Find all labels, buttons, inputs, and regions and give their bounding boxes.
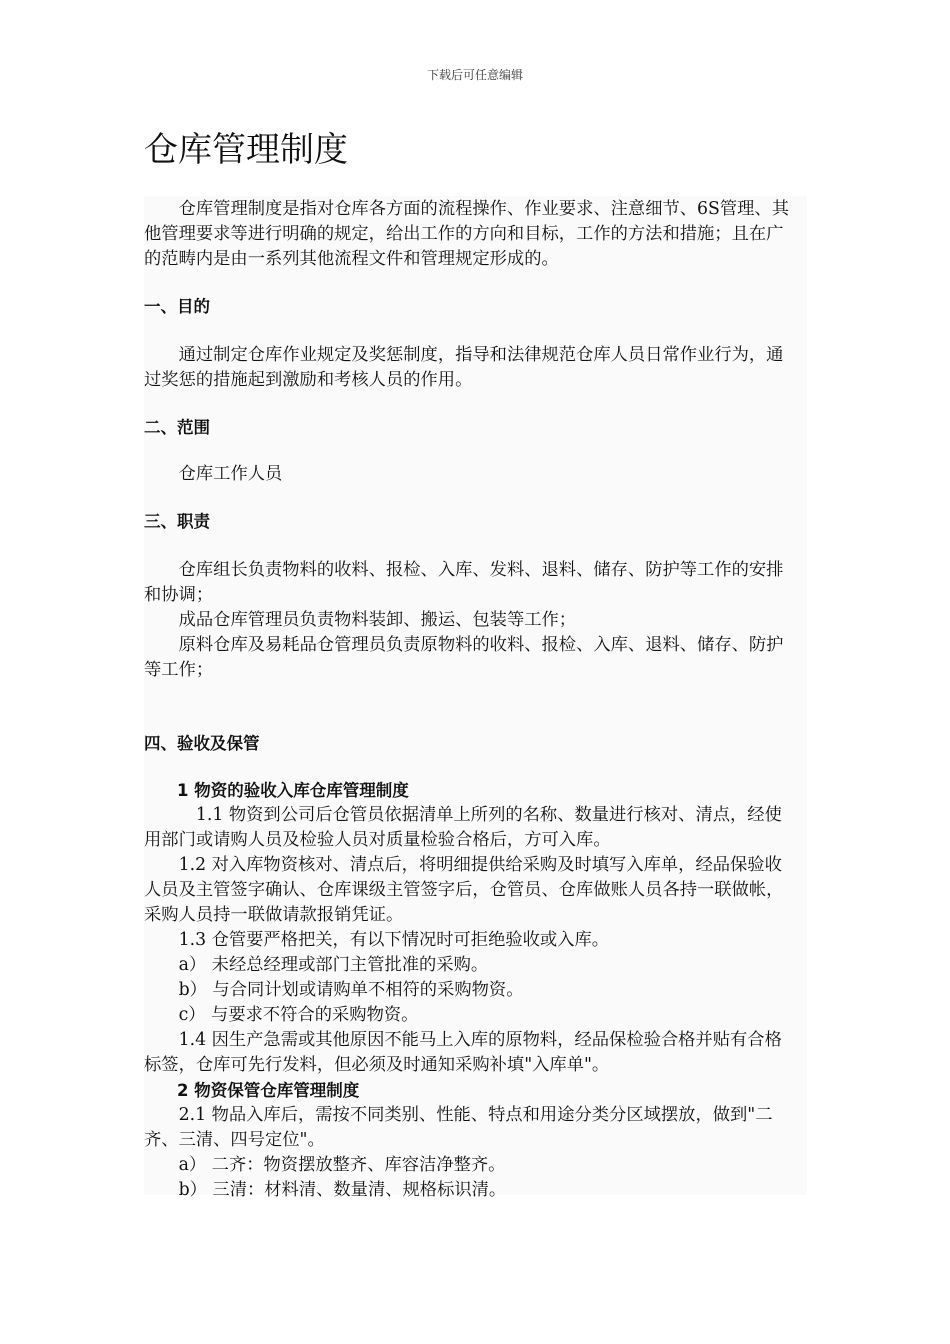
scope-paragraph: 仓库工作人员: [178, 464, 283, 484]
subsection-heading-receiving: 1 物资的验收入库仓库管理制度: [177, 781, 409, 800]
section-heading-acceptance: 四、验收及保管: [144, 734, 260, 753]
section-heading-scope: 二、范围: [144, 418, 210, 437]
section-heading-duties: 三、职责: [144, 512, 210, 531]
page-title: 仓库管理制度: [144, 130, 348, 170]
purpose-paragraph: 通过制定仓库作业规定及奖惩制度，指导和法律规范仓库人员日常作业行为，通过奖惩的措施起到激励和考核人员的作用。: [144, 345, 784, 390]
duty-item: 成品仓库管理员负责物料装卸、搬运、包装等工作；: [178, 610, 577, 630]
list-item: b） 三清：材料清、数量清、规格标识清。: [178, 1180, 507, 1200]
document-body: [144, 197, 796, 1203]
list-item: a） 二齐：物资摆放整齐、库容洁净整齐。: [178, 1155, 506, 1175]
list-item: b） 与合同计划或请购单不相符的采购物资。: [178, 980, 524, 1000]
list-item: c） 与要求不符合的采购物资。: [178, 1005, 419, 1025]
clause-1-1: 1.1 物资到公司后仓管员依据清单上所列的名称、数量进行核对、清点，经使用部门或请购人员及检验人员对质量检验合格后，方可入库。: [144, 805, 782, 850]
clause-1-4: 1.4 因生产急需或其他原因不能马上入库的原物料，经品保检验合格并贴有合格标签，仓库可先行发料，但必须及时通知采购补填"入库单"。: [144, 1030, 782, 1075]
section-heading-purpose: 一、目的: [144, 297, 210, 316]
clause-1-2: 1.2 对入库物资核对、清点后，将明细提供给采购及时填写入库单，经品保验收人员及主管签字确认、仓库课级主管签字后，仓管员、仓库做账人员各持一联做帐，采购人员持一联做请款报销凭证。: [144, 855, 784, 925]
intro-paragraph: 仓库管理制度是指对仓库各方面的流程操作、作业要求、注意细节、6S管理、其他管理要求等进行明确的规定，给出工作的方向和目标，工作的方法和措施；且在广的范畴内是由一系列其他流程文件和管理规定形成的。: [144, 199, 789, 269]
clause-1-3: 1.3 仓管要严格把关，有以下情况时可拒绝验收或入库。: [178, 930, 610, 950]
header-note: 下载后可任意编辑: [426, 68, 523, 82]
duty-item: 仓库组长负责物料的收料、报检、入库、发料、退料、储存、防护等工作的安排和协调；: [144, 560, 784, 605]
clause-2-1: 2.1 物品入库后，需按不同类别、性能、特点和用途分类分区域摆放，做到"二齐、三清、四号定位"。: [144, 1105, 773, 1150]
list-item: a） 未经总经理或部门主管批准的采购。: [178, 955, 489, 975]
subsection-heading-storage: 2 物资保管仓库管理制度: [177, 1081, 360, 1100]
duty-item: 原料仓库及易耗品仓管理员负责原物料的收料、报检、入库、退料、储存、防护等工作；: [144, 635, 784, 680]
